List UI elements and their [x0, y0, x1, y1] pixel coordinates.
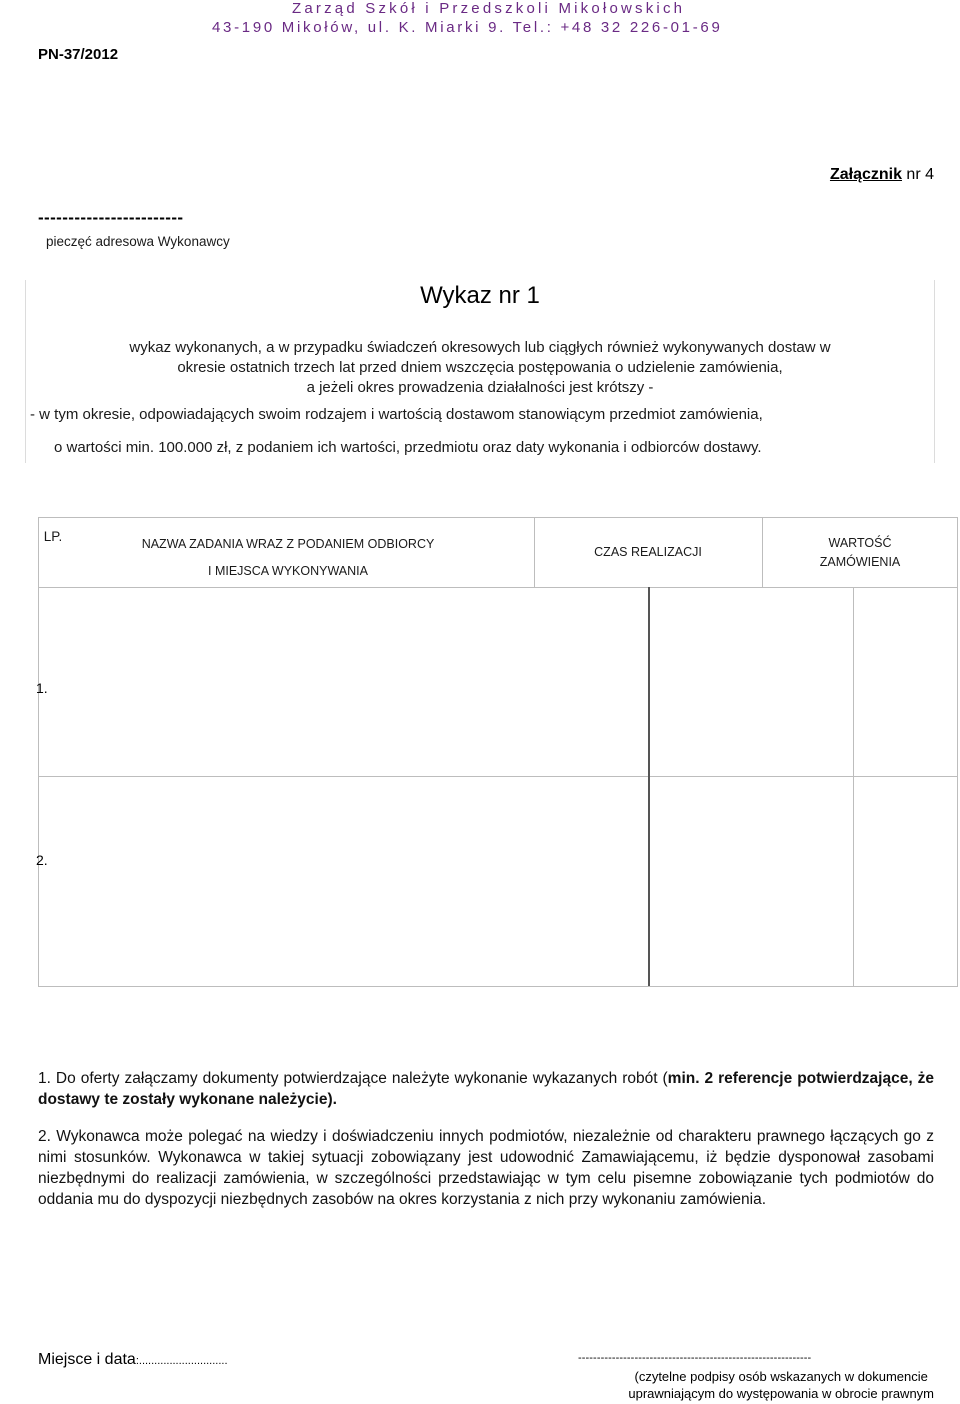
table-row-divider: [38, 776, 958, 777]
place-date-label: Miejsce i data: [38, 1351, 136, 1368]
note-1-text: 1. Do oferty załączamy dokumenty potwierdzające należyte wykonanie wykazanych robót (: [38, 1070, 668, 1087]
table-top-border: [38, 517, 958, 518]
table-header-border: [38, 587, 958, 588]
annex-word: Załącznik: [829, 166, 902, 183]
description-line-2: okresie ostatnich trzech lat przed dniem wszczęcia postępowania o udzielenie zamówienia,: [177, 359, 783, 376]
table-col-divider: [957, 517, 958, 987]
signature-caption-line-1: (czytelne podpisy osób wskazanych w dokumencie: [634, 1369, 928, 1384]
note-2: 2. Wykonawca może polegać na wiedzy i doświadczeniu innych podmiotów, niezależnie od charakteru prawnego łączących go z nimi stosunków. Wykonawca w takiej sytuacji zobowiązany jest udowodnić Zamawiającemu, iż będzie dysponował zasobami niezbędnymi do realizacji zamówienia, w szczególności przedstawiając w tym celu pisemne zobowiązanie tych podmiotów do oddania mu do dyspozycji niezbędnych zasobów na okres korzystania z nich przy wykonaniu zamówienia.: [38, 1128, 934, 1208]
org-name: Zarząd Szkół i Przedszkoli Mikołowskich: [292, 0, 686, 17]
description-line-1: wykaz wykonanych, a w przypadku świadczeń okresowych lub ciągłych również wykonywanych dostaw w: [129, 339, 831, 356]
header-time: CZAS REALIZACJI: [594, 545, 702, 559]
place-date-dots: :.............................: [135, 1355, 228, 1367]
header-value-1: WARTOŚĆ: [828, 536, 892, 550]
row-number: 1.: [36, 680, 48, 696]
header-task-name-2: I MIEJSCA WYKONYWANIA: [208, 564, 368, 578]
org-address: 43-190 Mikołów, ul. K. Miarki 9. Tel.: +48 32 226-01-69: [212, 19, 723, 36]
header-value-2: ZAMÓWIENIA: [819, 555, 901, 569]
note-1-bold: min. 2 referencje potwierdzające, że dostawy te zostały wykonane należycie).: [38, 1070, 934, 1108]
place-date: [38, 1351, 228, 1369]
annex-number: nr 4: [901, 166, 934, 183]
header-task-name-1: NAZWA ZADANIA WRAZ Z PODANIEM ODBIORCY: [141, 537, 435, 551]
table-col-divider: [762, 517, 763, 587]
table-col-divider: [648, 587, 650, 986]
works-table: [38, 517, 958, 987]
list-title: Wykaz nr 1: [420, 282, 540, 309]
header-lp: LP.: [43, 529, 63, 544]
signature-line: --------------------------------------------------------------: [578, 1352, 812, 1364]
description-line-5: o wartości min. 100.000 zł, z podaniem ich wartości, przedmiotu oraz daty wykonania i odbiorców dostawy.: [54, 439, 762, 456]
description-line-3: a jeżeli okres prowadzenia działalności jest krótszy -: [306, 379, 654, 396]
row-number: 2.: [36, 852, 48, 868]
stamp-line: ------------------------: [38, 208, 184, 227]
document-id: PN-37/2012: [38, 46, 119, 63]
signature-caption: [628, 1368, 934, 1402]
table-col-divider: [853, 587, 854, 986]
signature-caption-line-2: uprawniającym do występowania w obrocie prawnym: [628, 1386, 934, 1401]
annex-label: [830, 166, 934, 184]
description-line-4: - w tym okresie, odpowiadających swoim rodzajem i wartością dostawom stanowiącym przedmiot zamówienia,: [30, 406, 763, 423]
note-1: [38, 1068, 934, 1110]
table-col-divider: [38, 517, 39, 987]
table-bottom-border: [38, 986, 958, 987]
stamp-caption: pieczęć adresowa Wykonawcy: [46, 234, 230, 249]
